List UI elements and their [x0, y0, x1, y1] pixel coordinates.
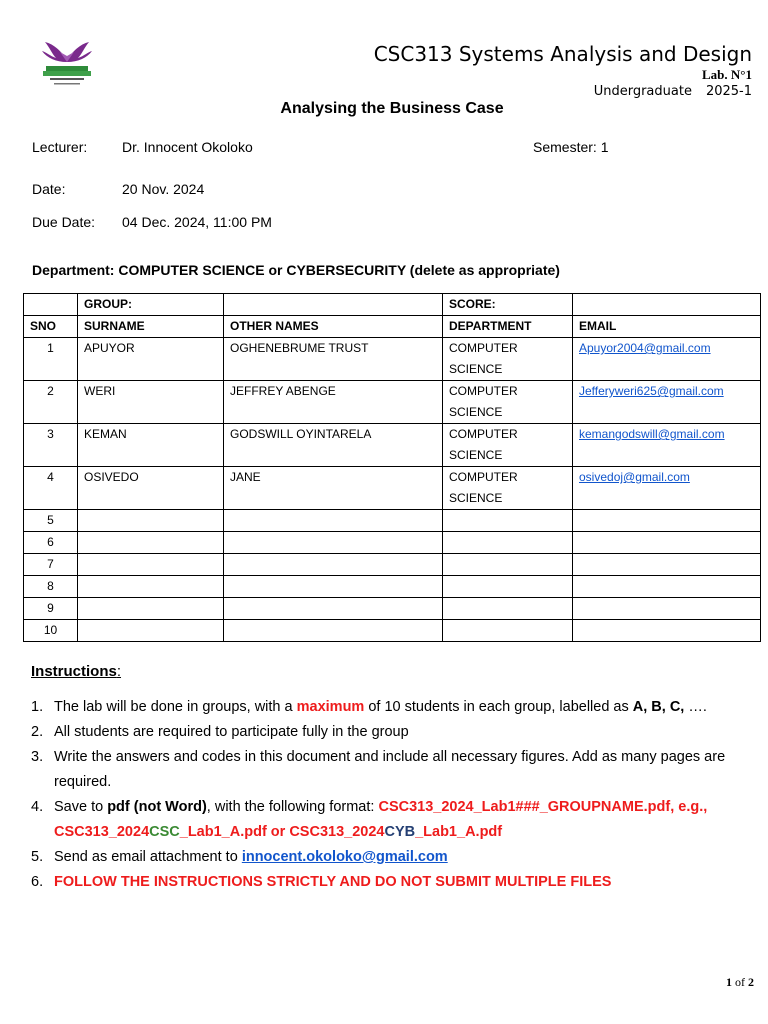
table-row	[24, 576, 761, 598]
table-row	[24, 598, 761, 620]
semester: Semester: 1	[533, 139, 609, 155]
email-link[interactable]: kemangodswill@gmail.com	[579, 427, 725, 441]
instructions-list	[31, 695, 756, 895]
filename-format: CSC313_2024_Lab1###_GROUPNAME.pdf, e.g., CSC313_2024	[54, 799, 708, 840]
instruction-item: 3. Write the answers and codes in this document and include all necessary figures. Add as many pages are required.	[31, 745, 756, 795]
email-cell	[573, 424, 761, 467]
university-logo	[36, 38, 98, 90]
lecturer-value: Dr. Innocent Okoloko	[122, 139, 253, 155]
department-line1: COMPUTER	[449, 341, 518, 355]
sno-cell: 7	[24, 554, 78, 576]
department-line: Department: COMPUTER SCIENCE or CYBERSECURITY (delete as appropriate)	[32, 262, 560, 278]
session-text: 2025-1	[705, 84, 752, 99]
sno-cell: 3	[24, 424, 78, 467]
sno-cell: 8	[24, 576, 78, 598]
department-line2: SCIENCE	[449, 362, 503, 376]
department-line1: COMPUTER	[449, 427, 518, 441]
instruction-item: 4. Save to pdf (not Word), with the following format: CSC313_2024_Lab1###_GROUPNAME.pdf, e.g., CSC313_2024CSC_Lab1_A.pdf or CSC313_2024CYB_Lab1_A.pdf	[31, 795, 756, 845]
surname-cell: OSIVEDO	[78, 467, 224, 510]
department-line2: SCIENCE	[449, 448, 503, 462]
sno-cell: 9	[24, 598, 78, 620]
instruction-item	[31, 870, 756, 895]
sno-cell: 6	[24, 532, 78, 554]
table-row	[24, 554, 761, 576]
course-title: CSC313 Systems Analysis and Design	[373, 42, 752, 66]
table-row	[24, 338, 761, 381]
item-number: 2.	[31, 724, 44, 740]
due-value: 04 Dec. 2024, 11:00 PM	[122, 214, 272, 230]
sno-cell: 5	[24, 510, 78, 532]
email-cell	[573, 467, 761, 510]
table-row	[24, 424, 761, 467]
maximum-emphasis: maximum	[296, 699, 365, 715]
instructions-heading-text: Instructions	[31, 663, 117, 680]
table-row	[24, 510, 761, 532]
sno-cell: 10	[24, 620, 78, 642]
table-row	[24, 467, 761, 510]
sno-cell: 1	[24, 338, 78, 381]
department-line1: COMPUTER	[449, 470, 518, 484]
email-link[interactable]: Apuyor2004@gmail.com	[579, 341, 711, 355]
score-value-cell[interactable]	[573, 294, 761, 316]
surname-cell: WERI	[78, 381, 224, 424]
document-title: Analysing the Business Case	[280, 100, 504, 117]
date-value: 20 Nov. 2024	[122, 181, 205, 197]
email-link[interactable]: osivedoj@gmail.com	[579, 470, 690, 484]
surname-cell: KEMAN	[78, 424, 224, 467]
department-line1: COMPUTER	[449, 384, 518, 398]
email-link[interactable]: Jefferyweri625@gmail.com	[579, 384, 724, 398]
email-cell	[573, 338, 761, 381]
score-label: SCORE:	[443, 294, 573, 316]
instruction-item: 1. The lab will be done in groups, with a maximum of 10 students in each group, labelled as A, B, C, ….	[31, 695, 756, 720]
table-row	[24, 381, 761, 424]
header-other-names: OTHER NAMES	[224, 316, 443, 338]
item-number: 1.	[31, 699, 44, 715]
instruction-item: 5. Send as email attachment to innocent.okoloko@gmail.com	[31, 845, 756, 870]
item-number: 5.	[31, 849, 44, 865]
page-number: 1 of 2	[726, 975, 754, 989]
department-cell	[443, 338, 573, 381]
date-label: Date:	[32, 181, 66, 197]
item-number: 3.	[31, 749, 44, 765]
instructions-heading	[31, 663, 121, 680]
warning-text: FOLLOW THE INSTRUCTIONS STRICTLY AND DO NOT SUBMIT MULTIPLE FILES	[54, 874, 612, 890]
department-cell	[443, 424, 573, 467]
due-label: Due Date:	[32, 214, 96, 230]
lecturer-email-link[interactable]: innocent.okoloko@gmail.com	[241, 849, 448, 865]
other-names-cell: GODSWILL OYINTARELA	[224, 424, 443, 467]
department-line2: SCIENCE	[449, 491, 503, 505]
group-label: GROUP:	[78, 294, 224, 316]
sno-cell: 4	[24, 467, 78, 510]
table-row	[24, 620, 761, 642]
item-number: 4.	[31, 799, 44, 815]
department-cell	[443, 381, 573, 424]
level-line	[594, 84, 752, 99]
lab-number: Lab. N°1	[702, 67, 752, 82]
department-cell	[443, 467, 573, 510]
instructions-colon: :	[116, 663, 122, 680]
header-row	[24, 316, 761, 338]
header-email: EMAIL	[573, 316, 761, 338]
email-cell	[573, 381, 761, 424]
group-value-cell[interactable]	[224, 294, 443, 316]
header-department: DEPARTMENT	[443, 316, 573, 338]
department-line2: SCIENCE	[449, 405, 503, 419]
group-table	[23, 293, 761, 642]
item-number: 6.	[31, 874, 44, 890]
table-row	[24, 532, 761, 554]
sno-cell: 2	[24, 381, 78, 424]
lecturer-label: Lecturer:	[32, 139, 88, 155]
header-surname: SURNAME	[78, 316, 224, 338]
level-text: Undergraduate	[593, 84, 692, 99]
group-row	[24, 294, 761, 316]
other-names-cell: JEFFREY ABENGE	[224, 381, 443, 424]
other-names-cell: JANE	[224, 467, 443, 510]
surname-cell: APUYOR	[78, 338, 224, 381]
header-sno: SNO	[24, 316, 78, 338]
instruction-item: 2. All students are required to participate fully in the group	[31, 720, 756, 745]
other-names-cell: OGHENEBRUME TRUST	[224, 338, 443, 381]
